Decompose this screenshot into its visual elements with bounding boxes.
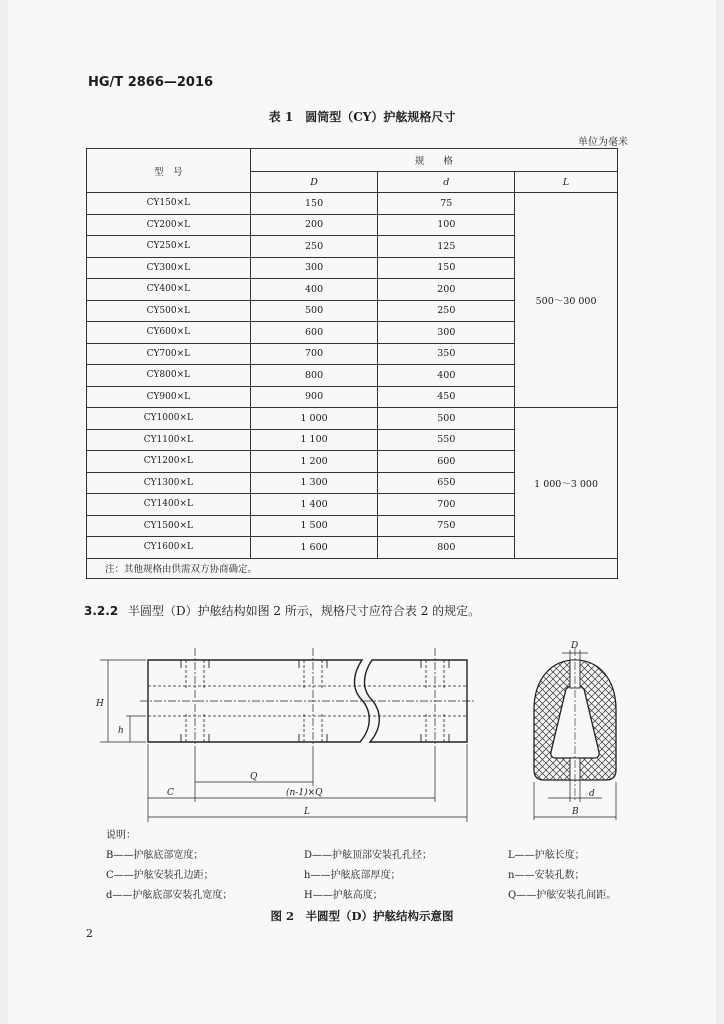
dim-L: L [304,807,310,817]
dim-d: d [589,789,595,799]
table-unit: 单位为毫米 [578,137,628,148]
cell-d: 650 [378,472,515,494]
header-d: d [378,172,515,193]
cell-d: 550 [378,429,515,451]
legend-item: n——安装孔数； [508,870,585,881]
cell-d: 250 [378,300,515,322]
cell-L-range-2: 1 000～3 000 [515,408,618,559]
cell-d: 125 [378,236,515,258]
cell-D: 1 500 [250,515,378,537]
cell-model: CY1200×L [87,451,251,473]
legend-item: H——护舷高度； [304,890,383,901]
cell-model: CY250×L [87,236,251,258]
cell-d: 750 [378,515,515,537]
cross-section-view [534,648,616,800]
cell-d: 75 [378,193,515,215]
cell-D: 500 [250,300,378,322]
header-spec: 规 格 [250,149,617,172]
legend-item: B——护舷底部宽度； [106,850,204,861]
cell-D: 800 [250,365,378,387]
legend-col-2 [304,846,432,906]
legend-item: Q——护舷安装孔间距。 [508,890,617,901]
cell-D: 1 200 [250,451,378,473]
cell-model: CY1400×L [87,494,251,516]
cell-model: CY1100×L [87,429,251,451]
header-D: D [250,172,378,193]
cell-model: CY700×L [87,343,251,365]
dim-D: D [571,641,579,651]
cell-model: CY900×L [87,386,251,408]
section-number: 3.2.2 [84,604,119,618]
dim-Q: Q [250,772,258,782]
legend-item: D——护舷顶部安装孔孔径； [304,850,433,861]
cell-d: 200 [378,279,515,301]
cell-model: CY1600×L [87,537,251,559]
cell-model: CY400×L [87,279,251,301]
dim-H: H [96,699,104,709]
cell-D: 1 000 [250,408,378,430]
cell-D: 150 [250,193,378,215]
dim-B: B [572,807,579,817]
cell-d: 450 [378,386,515,408]
cell-D: 1 400 [250,494,378,516]
cell-model: CY500×L [87,300,251,322]
section-text: 半圆型（D）护舷结构如图 2 所示，规格尺寸应符合表 2 的规定。 [128,604,481,618]
cell-d: 350 [378,343,515,365]
cell-D: 200 [250,214,378,236]
cell-D: 600 [250,322,378,344]
dim-h: h [118,726,124,736]
cell-d: 400 [378,365,515,387]
dim-nQ: (n-1)×Q [286,788,323,798]
cell-D: 1 300 [250,472,378,494]
cell-D: 300 [250,257,378,279]
cell-d: 150 [378,257,515,279]
header-L: L [515,172,618,193]
cell-D: 400 [250,279,378,301]
legend-item: h——护舷底部厚度； [304,870,401,881]
header-model: 型 号 [87,149,251,193]
cell-D: 1 100 [250,429,378,451]
page-number: 2 [86,927,93,940]
cell-d: 700 [378,494,515,516]
table-title: 表 1 圆筒型（CY）护舷规格尺寸 [268,110,456,124]
cell-d: 300 [378,322,515,344]
cell-d: 500 [378,408,515,430]
legend-title: 说明： [106,830,136,841]
cell-model: CY1000×L [87,408,251,430]
cell-L-range-1: 500～30 000 [515,193,618,408]
legend-item: L——护舷长度； [508,850,585,861]
cell-d: 600 [378,451,515,473]
cell-model: CY800×L [87,365,251,387]
cell-model: CY600×L [87,322,251,344]
legend-col-3 [508,846,616,906]
legend-item: C——护舷安装孔边距； [106,870,214,881]
cell-D: 250 [250,236,378,258]
cell-model: CY150×L [87,193,251,215]
dim-C: C [167,788,174,798]
figure-caption: 图 2 半圆型（D）护舷结构示意图 [270,909,454,923]
cell-model: CY200×L [87,214,251,236]
legend-col-1 [106,846,232,906]
standard-number: HG/T 2866—2016 [88,75,214,90]
cell-D: 700 [250,343,378,365]
cell-D: 1 600 [250,537,378,559]
legend-item: d——护舷底部安装孔宽度； [106,890,233,901]
table-note: 注：其他规格由供需双方协商确定。 [87,558,618,578]
cell-model: CY1500×L [87,515,251,537]
cell-model: CY1300×L [87,472,251,494]
cell-D: 900 [250,386,378,408]
cell-d: 100 [378,214,515,236]
cell-d: 800 [378,537,515,559]
cell-model: CY300×L [87,257,251,279]
side-view [140,648,476,752]
